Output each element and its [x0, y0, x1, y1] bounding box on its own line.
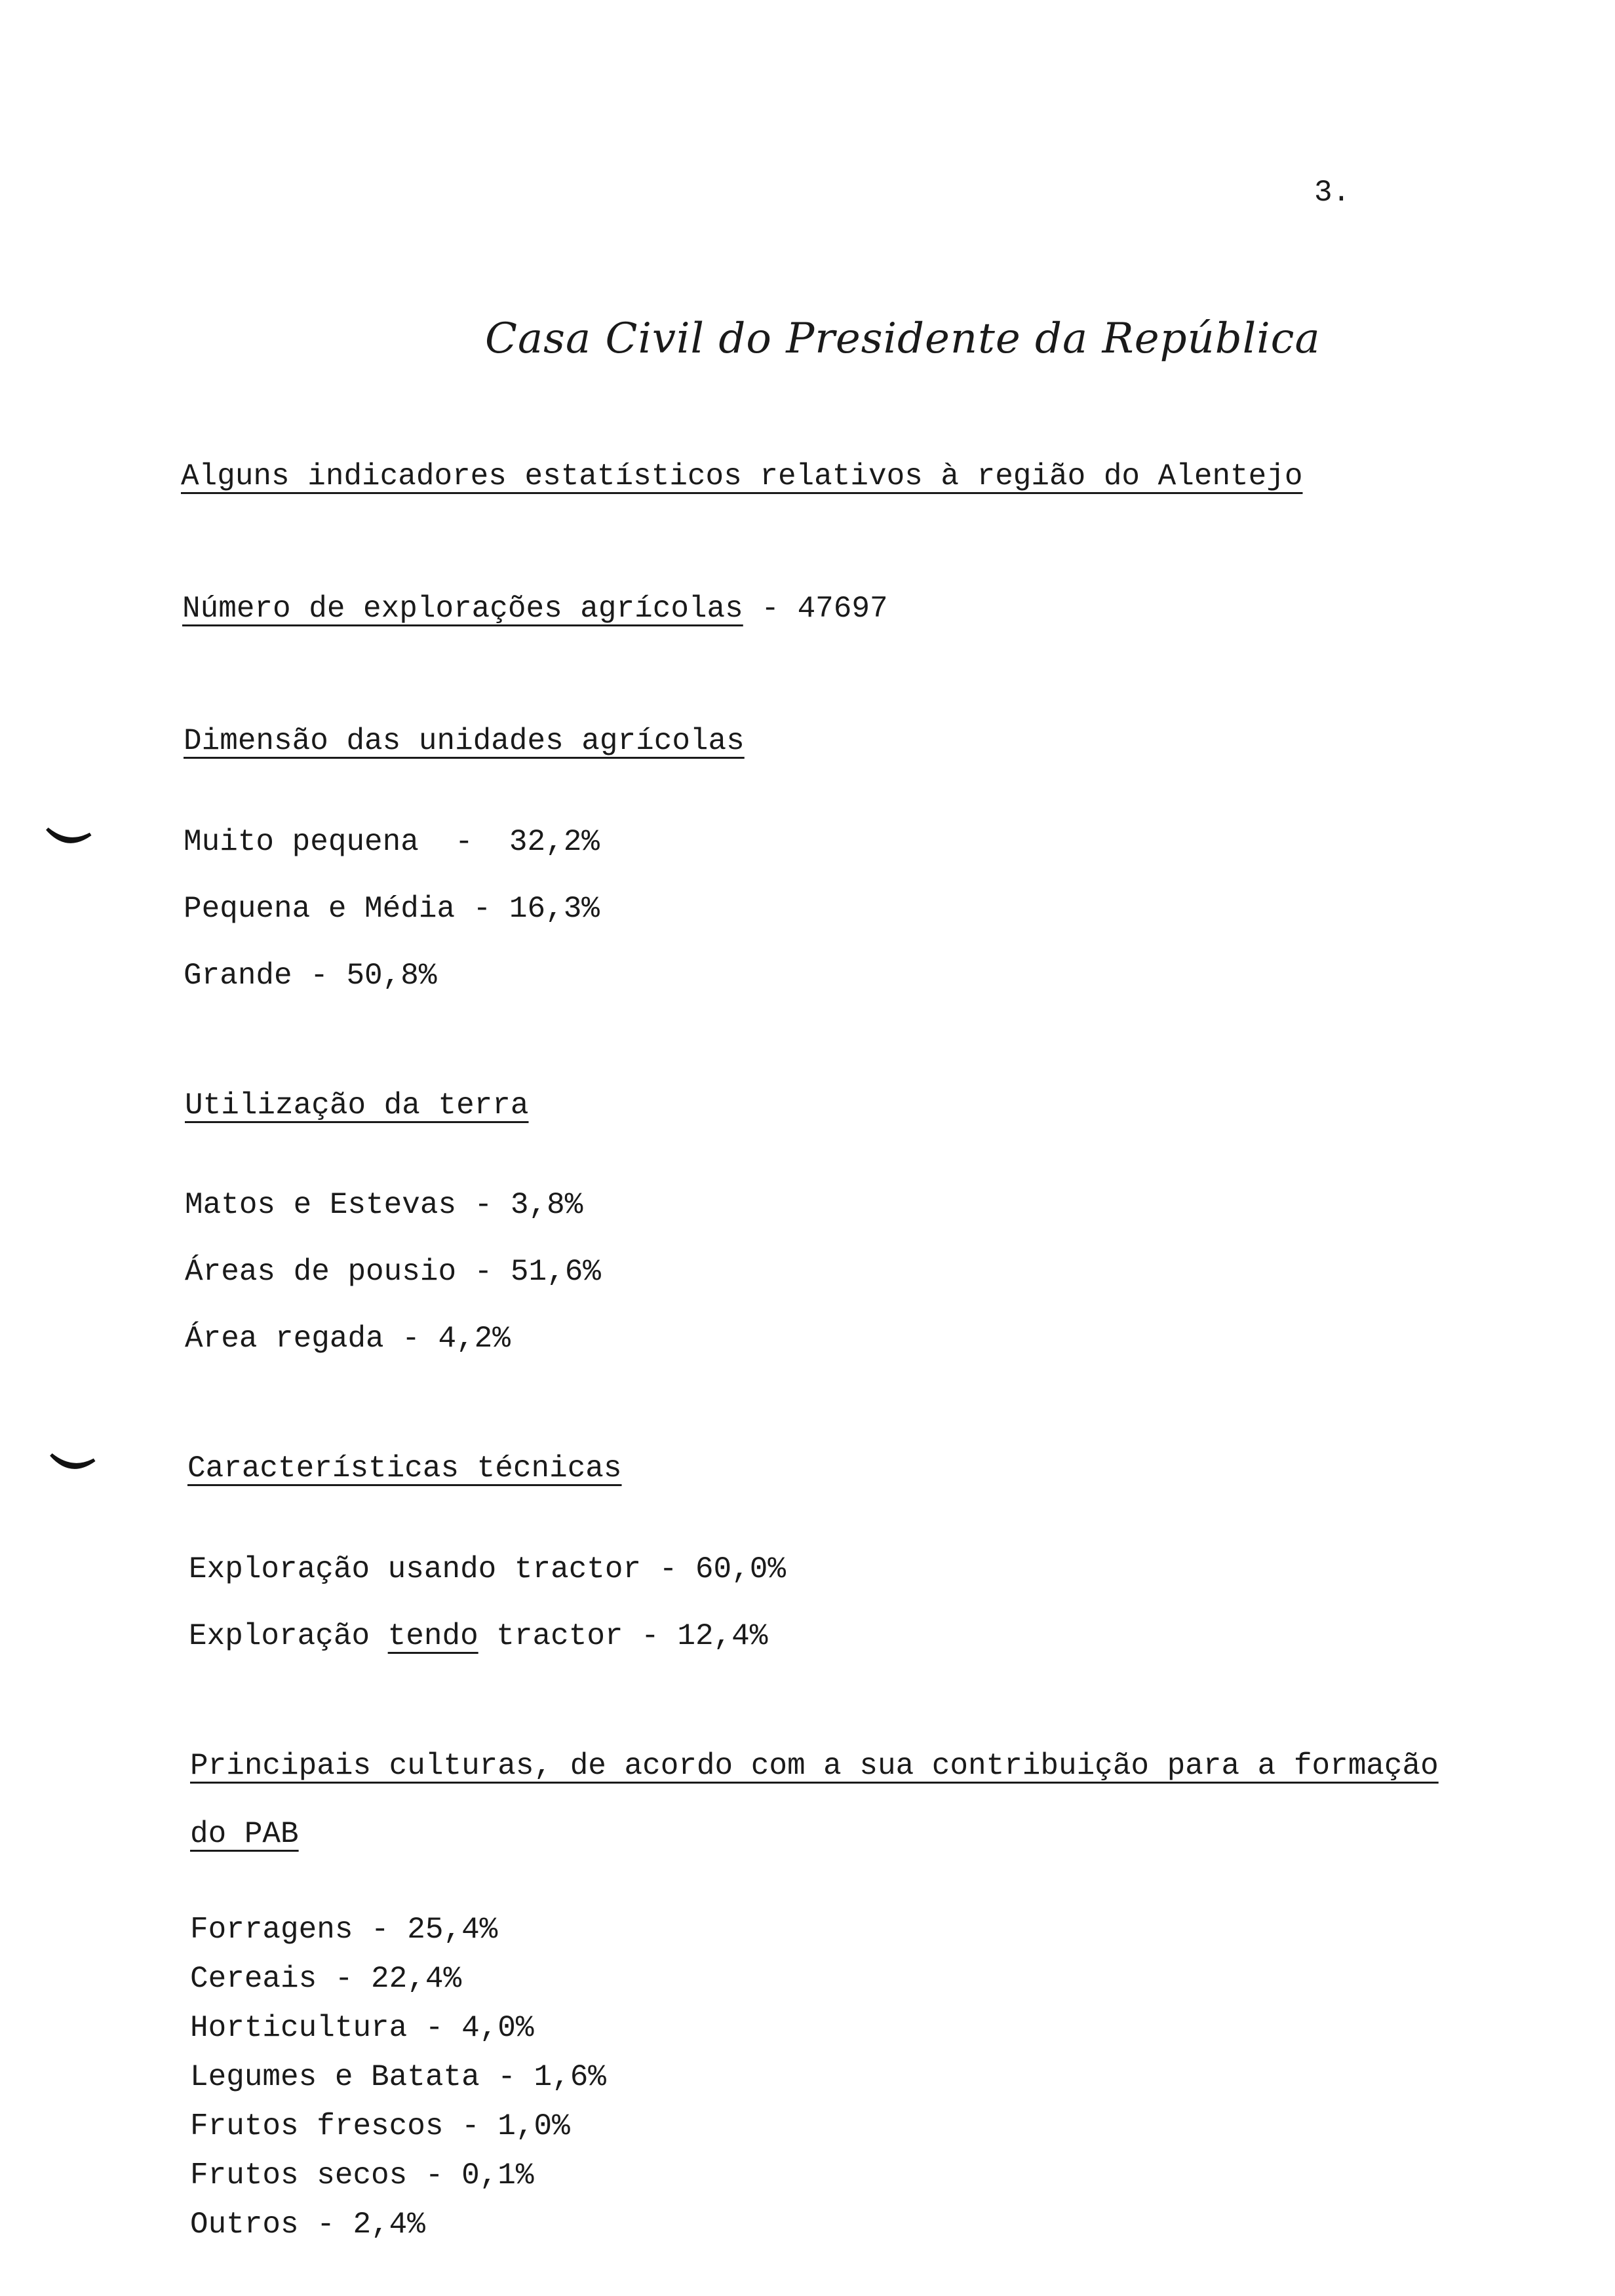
checkmark-icon [47, 1448, 100, 1481]
exploracoes-line [182, 594, 888, 624]
page-number: 3. [1314, 176, 1351, 210]
caracteristicas-item-2 [189, 1621, 768, 1651]
exploracoes-sep: - [743, 592, 798, 626]
dimensao-item-3: Grande - 50,8% [184, 959, 437, 993]
caracteristicas-heading: Características técnicas [187, 1451, 622, 1485]
utilizacao-item-3: Área regada - 4,2% [185, 1322, 511, 1356]
caracteristicas-item-2-post: tractor - 12,4% [478, 1619, 768, 1653]
utilizacao-item-1: Matos e Estevas - 3,8% [185, 1188, 583, 1222]
document-title: Alguns indicadores estatísticos relativos à região do Alentejo [181, 459, 1303, 493]
culturas-item-6: Frutos secos - 0,1% [190, 2158, 534, 2192]
culturas-item-2: Cereais - 22,4% [190, 1962, 462, 1996]
dimensao-item-2: Pequena e Média - 16,3% [184, 892, 600, 926]
dimensao-item-1: Muito pequena - 32,2% [184, 825, 600, 859]
caracteristicas-item-1: Exploração usando tractor - 60,0% [189, 1552, 786, 1586]
letterhead: Casa Civil do Presidente da República [485, 315, 1321, 363]
utilizacao-heading: Utilização da terra [185, 1088, 529, 1122]
culturas-heading-line1: Principais culturas, de acordo com a sua contribuição para a formação [190, 1749, 1439, 1783]
utilizacao-item-2: Áreas de pousio - 51,6% [185, 1255, 601, 1289]
culturas-heading-line2: do PAB [190, 1817, 299, 1851]
exploracoes-label: Número de explorações agrícolas [182, 592, 743, 626]
exploracoes-value: 47697 [797, 592, 888, 626]
culturas-item-7: Outros - 2,4% [190, 2208, 425, 2242]
caracteristicas-item-2-underlined: tendo [387, 1619, 478, 1653]
culturas-item-3: Horticultura - 4,0% [190, 2011, 534, 2045]
checkmark-icon [43, 822, 96, 855]
culturas-item-4: Legumes e Batata - 1,6% [190, 2060, 606, 2094]
culturas-item-1: Forragens - 25,4% [190, 1913, 498, 1947]
culturas-item-5: Frutos frescos - 1,0% [190, 2109, 570, 2143]
dimensao-heading: Dimensão das unidades agrícolas [184, 724, 745, 758]
caracteristicas-item-2-pre: Exploração [189, 1619, 388, 1653]
